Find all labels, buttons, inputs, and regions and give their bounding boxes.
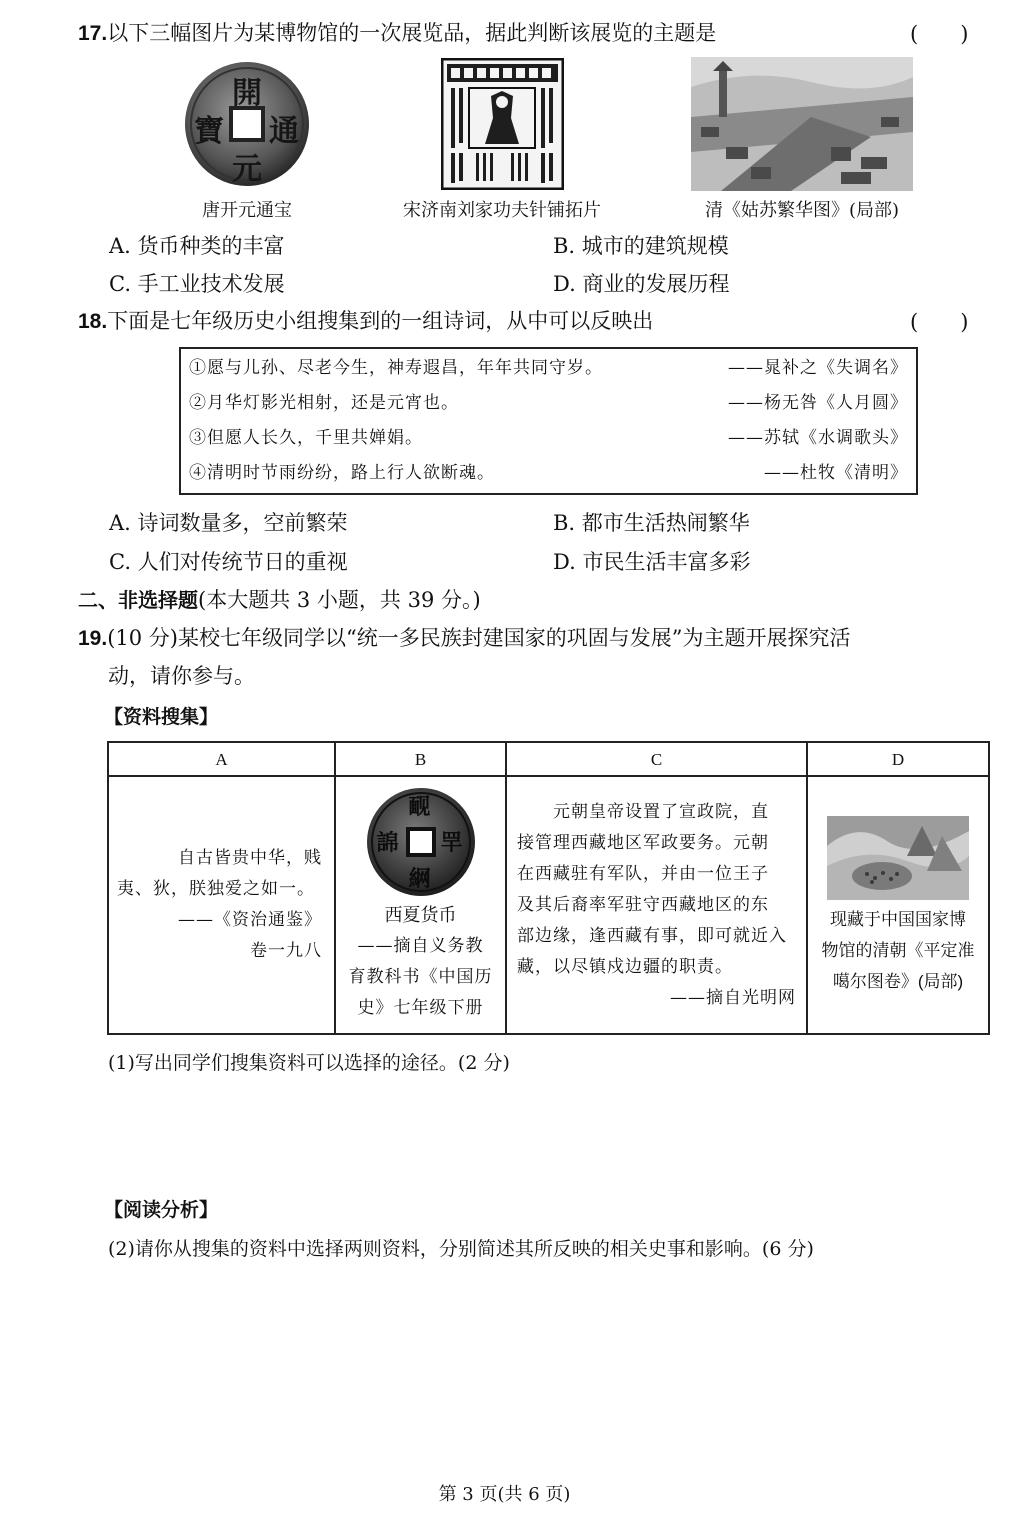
- q17-option-b: B. 城市的建筑规模: [553, 234, 729, 258]
- q18-stem: [78, 306, 653, 337]
- section2-heading: [78, 585, 481, 615]
- xixia-char-top: 䩄: [408, 794, 431, 820]
- cell-b-source2: 育教科书《中国历: [348, 967, 493, 987]
- cell-c-line: 在西藏驻有军队，并由一位王子: [517, 863, 769, 884]
- cell-d-caption3: 噶尔图卷》(局部): [832, 971, 964, 991]
- coin-caption: 唐开元通宝: [202, 200, 292, 221]
- q17-option-c: C. 手工业技术发展: [109, 272, 285, 296]
- collect-title: 【资料搜集】: [104, 706, 219, 728]
- q18-answer-paren: ( ): [910, 310, 969, 334]
- cell-d-caption1: 现藏于中国国家博: [830, 909, 966, 929]
- q17-stem: [78, 18, 716, 49]
- cell-d: [807, 776, 989, 1034]
- poem-text: ①愿与儿孙、尽老今生，神寿遐昌，年年共同守岁。: [189, 358, 603, 378]
- q18-option-b: B. 都市生活热闹繁华: [553, 511, 750, 535]
- cell-b: [335, 776, 506, 1034]
- poem-source: ——杨无咎《人月圆》: [728, 393, 908, 413]
- cell-c-line: 藏，以尽镇戍边疆的职责。: [517, 956, 733, 977]
- needle-shop-rubbing-image: [441, 58, 564, 190]
- cell-a-source1: ——《资治通鉴》: [178, 910, 322, 930]
- cell-c-line: 接管理西藏地区军政要务。元朝: [517, 832, 769, 853]
- cell-a-source2: 卷一九八: [250, 941, 322, 961]
- coin-char-bottom: 元: [232, 152, 262, 187]
- poem-source: ——苏轼《水调歌头》: [728, 428, 908, 448]
- poem-source: ——杜牧《清明》: [764, 463, 908, 483]
- page-footer: 第 3 页(共 6 页): [438, 1484, 571, 1505]
- poem-box: [179, 347, 918, 495]
- xixia-char-left: 䛲: [376, 830, 399, 856]
- q18-number: 18.: [78, 310, 108, 333]
- q19-number: 19.: [78, 627, 108, 650]
- cell-d-caption2: 物馆的清朝《平定准: [821, 940, 975, 960]
- q19-subquestion-2: (2)请你从搜集的资料中选择两则资料，分别简述其所反映的相关史事和影响。(6 分): [108, 1238, 814, 1260]
- poem-text: ②月华灯影光相射，还是元宵也。: [189, 393, 459, 413]
- section2-title: 二、非选择题: [78, 588, 198, 612]
- cell-b-source3: 史》七年级下册: [357, 998, 484, 1018]
- header-d: D: [807, 742, 989, 776]
- q17-stem-text: 以下三幅图片为某博物馆的一次展览品，据此判断该展览的主题是: [107, 21, 717, 45]
- painting-caption: 清《姑苏繁华图》(局部): [704, 200, 900, 221]
- q17-number: 17.: [78, 22, 108, 45]
- poem-row: [189, 351, 908, 386]
- section2-note: (本大题共 3 小题，共 39 分。): [198, 588, 481, 612]
- cell-a: [108, 776, 335, 1034]
- header-a: A: [108, 742, 335, 776]
- xixia-caption: 西夏货币: [384, 905, 457, 925]
- q18-option-c: C. 人们对传统节日的重视: [109, 550, 348, 574]
- q17-option-a: A. 货币种类的丰富: [109, 234, 285, 258]
- xixia-char-right: 䍐: [440, 830, 463, 856]
- table-header-row: [108, 742, 989, 776]
- q19-stem-text: (10 分)某校七年级同学以“统一多民族封建国家的巩固与发展”为主题开展探究活: [107, 626, 851, 650]
- coin-char-right: 通: [269, 114, 299, 149]
- table-content-row: [108, 776, 989, 1034]
- materials-table: [107, 741, 990, 1035]
- cell-c-line: 部边缘，逢西藏有事，即可就近入: [517, 925, 787, 946]
- cell-c-source: ——摘自光明网: [670, 987, 796, 1008]
- cell-a-line1: 自古皆贵中华，贱: [178, 848, 322, 868]
- cell-c-line: 元朝皇帝设置了宣政院，直: [517, 801, 769, 822]
- poem-text: ④清明时节雨纷纷，路上行人欲断魂。: [189, 463, 495, 483]
- analysis-title: 【阅读分析】: [104, 1199, 219, 1221]
- header-b: B: [335, 742, 506, 776]
- cell-c-line: 及其后裔率军驻守西藏地区的东: [517, 894, 769, 915]
- q19-subquestion-1: (1)写出同学们搜集资料可以选择的途径。(2 分): [108, 1052, 510, 1074]
- poem-row: [189, 421, 908, 456]
- coin-char-top: 開: [232, 76, 262, 111]
- rubbing-caption: 宋济南刘家功夫针铺拓片: [403, 200, 601, 221]
- q18-option-a: A. 诗词数量多，空前繁荣: [109, 511, 348, 535]
- kaiyuan-coin-image: [183, 60, 311, 188]
- poem-row: [189, 386, 908, 421]
- cell-a-line2: 夷、狄，朕独爱之如一。: [117, 879, 315, 899]
- q17-option-d: D. 商业的发展历程: [553, 272, 730, 296]
- q18-stem-text: 下面是七年级历史小组搜集到的一组诗词，从中可以反映出: [107, 309, 654, 333]
- q19-stem-line1: [78, 623, 993, 654]
- cell-c: [506, 776, 807, 1034]
- gusu-painting-image: [691, 57, 913, 191]
- pingding-painting-image: [827, 816, 969, 900]
- poem-row: [189, 456, 908, 491]
- poem-source: ——晁补之《失调名》: [728, 358, 908, 378]
- coin-char-left: 寶: [194, 114, 224, 149]
- xixia-coin-image: [365, 786, 477, 898]
- poem-text: ③但愿人长久，千里共婵娟。: [189, 428, 423, 448]
- xixia-char-bottom: 䋞: [408, 866, 431, 892]
- q17-answer-paren: ( ): [910, 22, 969, 46]
- cell-b-source1: ——摘自义务教: [357, 936, 484, 956]
- q19-stem-line2: 动，请你参与。: [108, 664, 255, 688]
- header-c: C: [506, 742, 807, 776]
- q18-option-d: D. 市民生活丰富多彩: [553, 550, 751, 574]
